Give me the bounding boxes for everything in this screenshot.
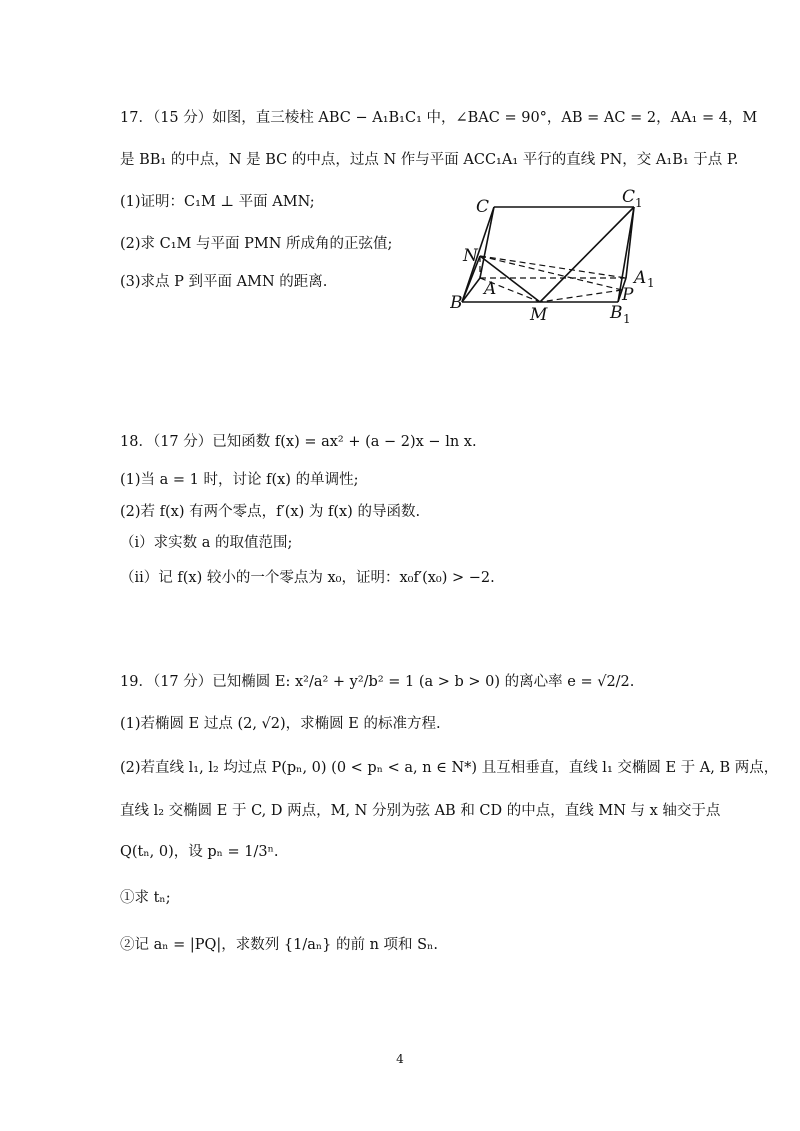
- label-B: B: [450, 293, 463, 313]
- label-B1: B: [610, 303, 623, 323]
- label-C: C: [476, 197, 490, 217]
- label-A1: A: [634, 268, 647, 288]
- edge-C1A1: [626, 207, 634, 278]
- q19-line4: Q(tₙ, 0)，设 pₙ = 1/3ⁿ.: [120, 844, 279, 860]
- q17-part3: (3)求点 P 到平面 AMN 的距离.: [120, 274, 328, 290]
- prism-figure: [450, 182, 660, 332]
- q18-sub2: （ii）记 f(x) 较小的一个零点为 x₀，证明：x₀f′(x₀) > −2.: [120, 570, 495, 586]
- q18-part1: (1)当 a = 1 时，讨论 f(x) 的单调性;: [120, 472, 359, 488]
- q18-part2: (2)若 f(x) 有两个零点，f′(x) 为 f(x) 的导函数.: [120, 504, 421, 520]
- label-N: N: [463, 246, 478, 266]
- page-number: 4: [396, 1052, 404, 1066]
- q19-sub1: ①求 tₙ;: [120, 890, 171, 906]
- label-A: A: [484, 279, 497, 299]
- seg-PM: [540, 290, 622, 302]
- q17-line1: 17．（15 分）如图，直三棱柱 ABC − A₁B₁C₁ 中，∠BAC = 90°，AB = AC = 2，AA₁ = 4，M: [120, 110, 758, 126]
- q17-part2: (2)求 C₁M 与平面 PMN 所成角的正弦值;: [120, 236, 393, 252]
- q19-part2: (2)若直线 l₁, l₂ 均过点 P(pₙ, 0) (0 < pₙ < a, n ∈ N*) 且互相垂直，直线 l₁ 交椭圆 E 于 A, B 两点，: [120, 760, 779, 776]
- q19-sub2: ②记 aₙ = |PQ|，求数列 {1/aₙ} 的前 n 项和 Sₙ.: [120, 937, 438, 953]
- q19-line3: 直线 l₂ 交椭圆 E 于 C, D 两点，M, N 分别为弦 AB 和 CD 的中点，直线 MN 与 x 轴交于点: [120, 803, 721, 819]
- label-C1: C: [622, 187, 636, 207]
- q19-line1: 19．（17 分）已知椭圆 E: x²/a² + y²/b² = 1 (a > b > 0) 的离心率 e = √2/2.: [120, 674, 635, 690]
- q17-line2: 是 BB₁ 的中点，N 是 BC 的中点，过点 N 作与平面 ACC₁A₁ 平行的直线 PN，交 A₁B₁ 于点 P.: [120, 152, 739, 168]
- label-C1-sub: 1: [635, 196, 643, 210]
- label-B1-sub: 1: [623, 312, 631, 326]
- edge-AB: [462, 278, 480, 302]
- seg-NA1: [480, 256, 626, 278]
- q17-part1: (1)证明：C₁M ⊥ 平面 AMN;: [120, 194, 315, 210]
- q18-sub1: （i）求实数 a 的取值范围;: [120, 535, 293, 551]
- q18-line1: 18．（17 分）已知函数 f(x) = ax² + (a − 2)x − ln x.: [120, 434, 477, 450]
- q19-part1: (1)若椭圆 E 过点 (2, √2)，求椭圆 E 的标准方程.: [120, 716, 441, 732]
- label-M: M: [530, 305, 548, 325]
- label-P: P: [622, 285, 634, 305]
- label-A1-sub: 1: [647, 276, 655, 290]
